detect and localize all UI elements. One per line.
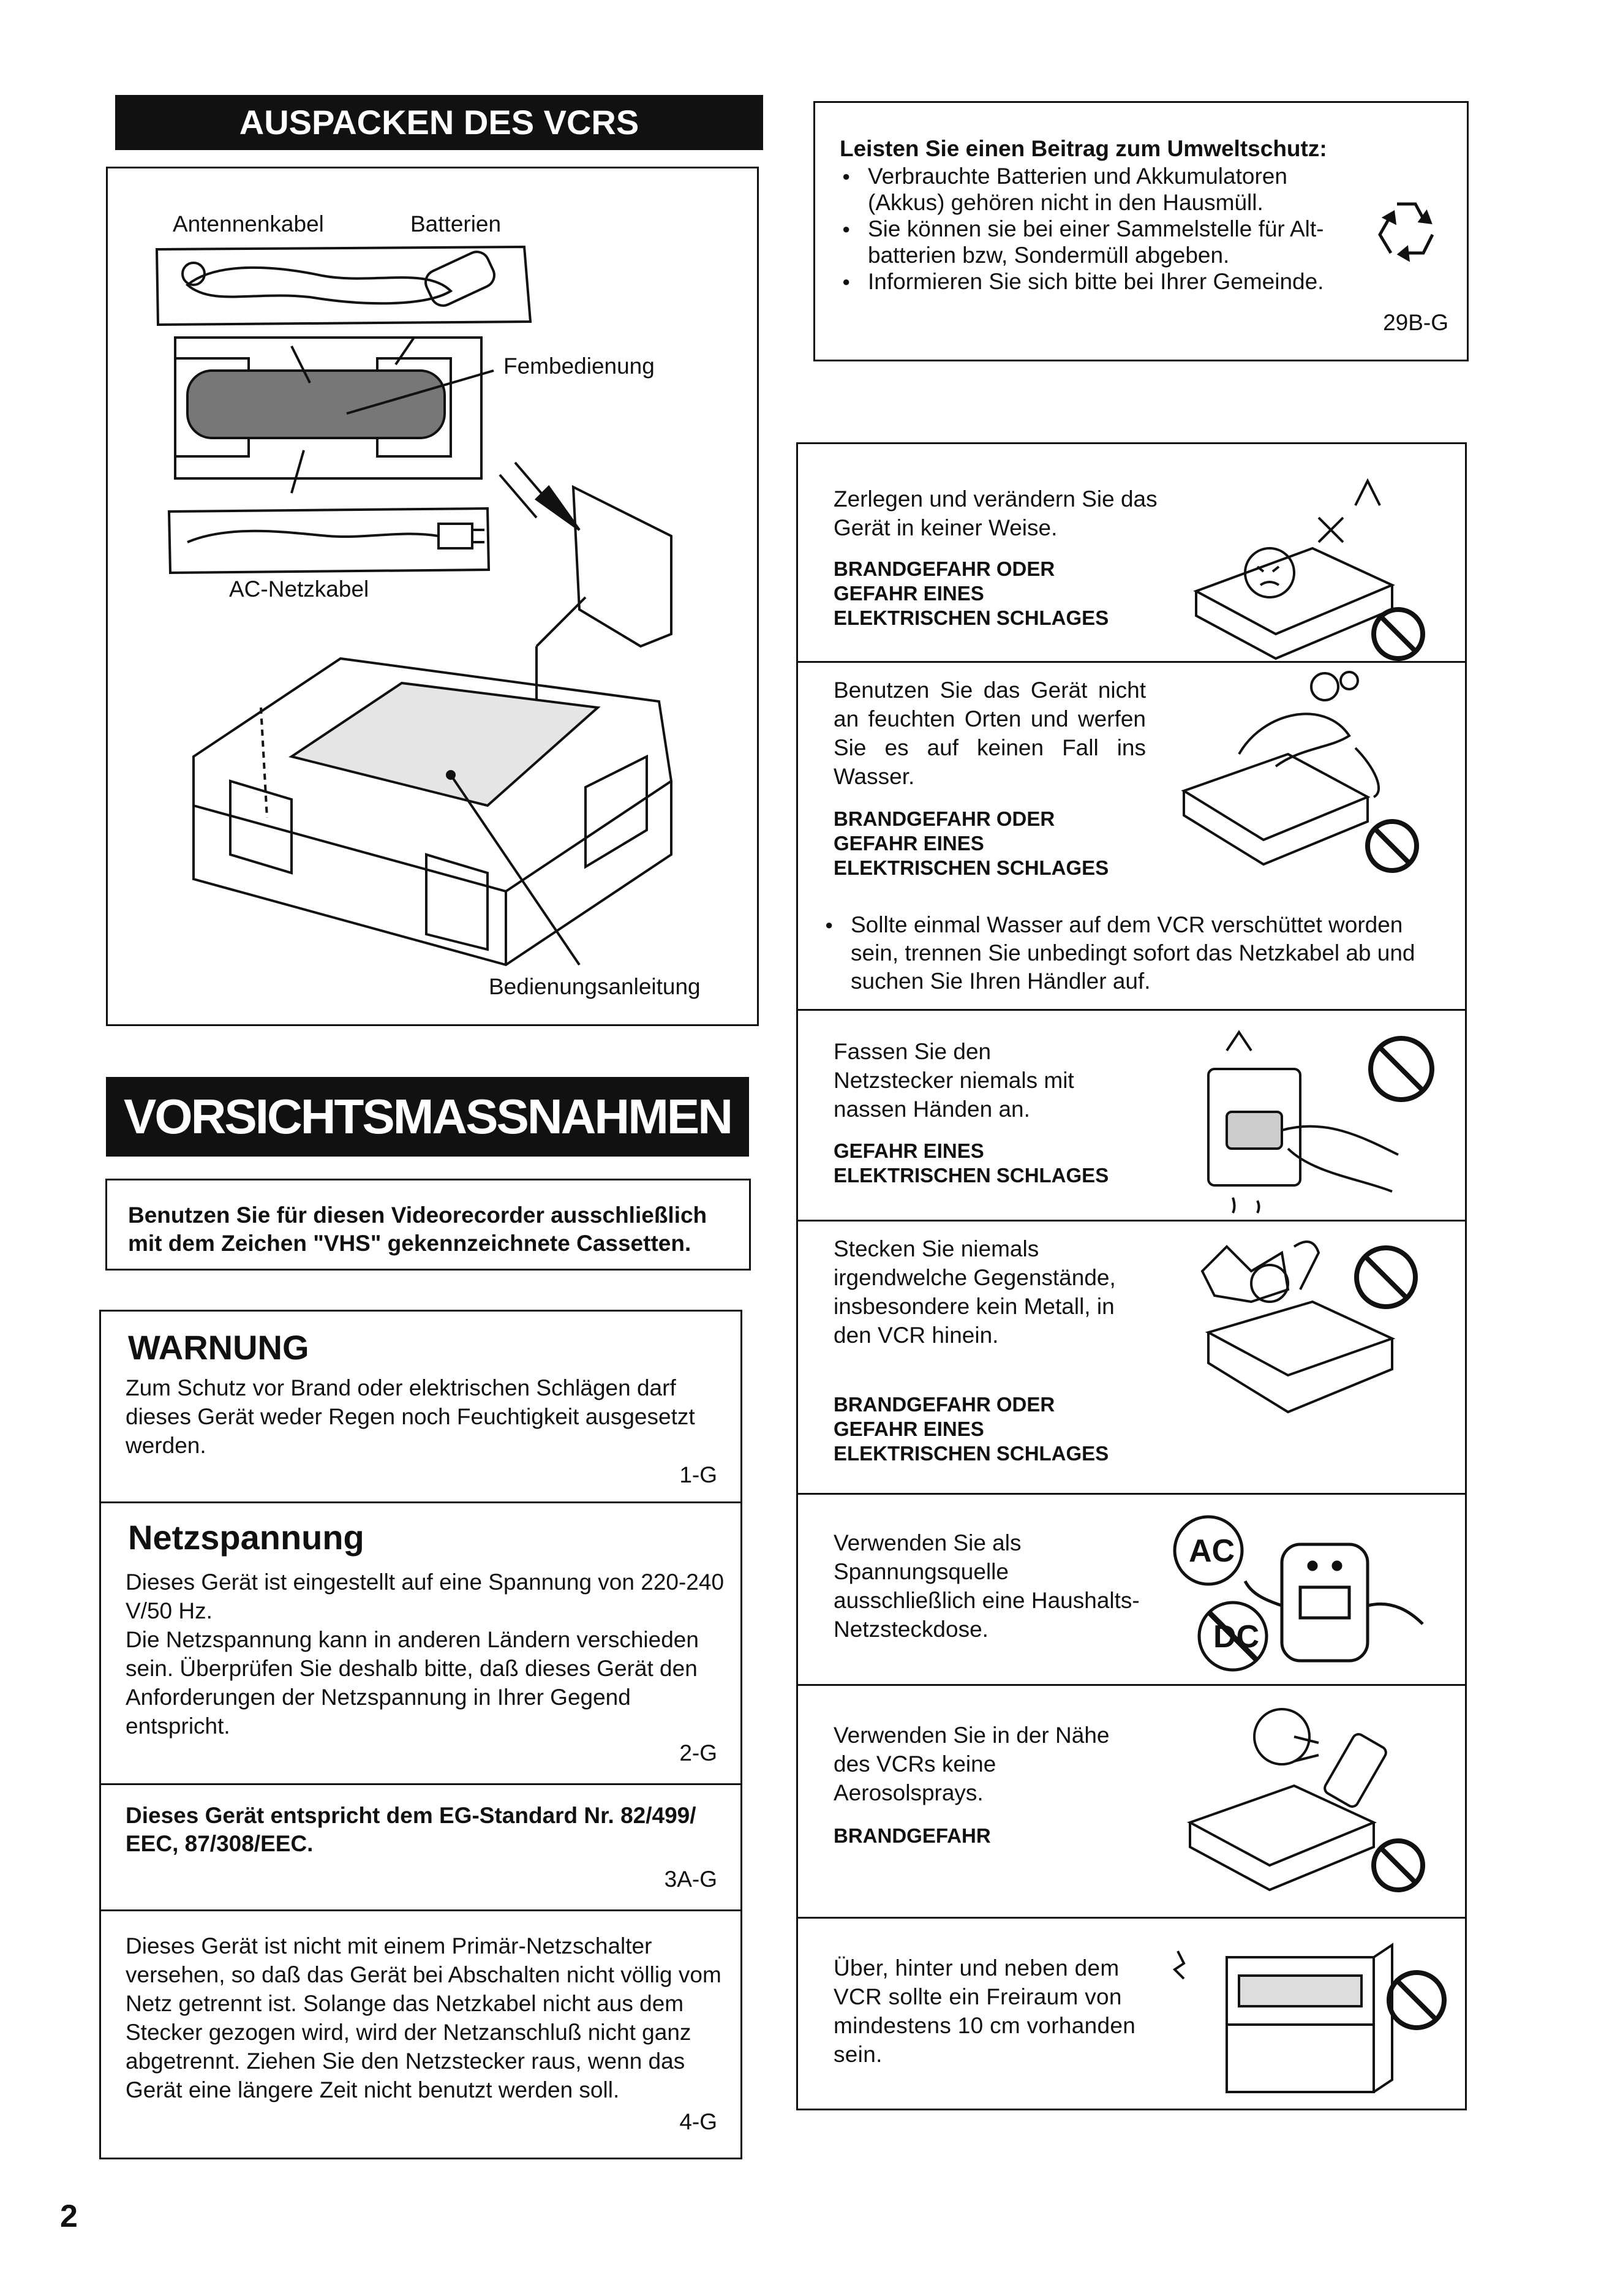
ac-cable-label: AC-Netzkabel <box>229 576 369 602</box>
remote-control-label: Fembedienung <box>503 353 655 379</box>
list-item: ● Verbrauchte Batterien und Akkumulatoren (Akkus) gehören nicht in den Hausmüll. <box>840 163 1354 216</box>
ac-label: AC <box>1189 1533 1235 1569</box>
divider <box>798 661 1465 663</box>
divider <box>798 1917 1465 1919</box>
aerosol-warning-icon <box>1153 1700 1423 1896</box>
list-item: ● Sollte einmal Wasser auf dem VCR verschüttet worden sein, trennen Sie unbedingt sofort das Netzkabel ab und suchen Sie Ihren Händler auf. <box>823 911 1441 995</box>
safety-4-text: Stecken Sie niemals irgendwelche Gegenstände, insbesondere kein Metall, in den VCR hinein. <box>834 1236 1116 1348</box>
prohibition-icon <box>1374 1841 1423 1890</box>
precautions-header: VORSICHTSMASSNAHMEN <box>106 1077 749 1157</box>
safety-6-hazard: BRANDGEFAHR <box>834 1824 991 1847</box>
power-source-icon <box>1165 1508 1435 1704</box>
unpacking-illustration <box>108 168 761 1028</box>
safety-1-text: Zerlegen und verändern Sie das Gerät in keiner Weise. <box>834 486 1158 540</box>
prohibition-icon <box>1371 1038 1432 1100</box>
foreign-object-warning-icon <box>1178 1234 1435 1430</box>
batteries-label: Batterien <box>410 211 502 236</box>
list-item: ● Sie können sie bei einer Sammelstelle für Alt-batterien bzw, Sondermüll abgeben. <box>840 216 1354 268</box>
prohibition-icon <box>1389 1973 1444 2028</box>
safety-6-text: Verwenden Sie in der Nähe des VCRs keine Aerosolsprays. <box>834 1723 1110 1805</box>
warning-code: 1-G <box>679 1462 717 1487</box>
wet-hands-warning-icon <box>1190 1032 1435 1216</box>
divider <box>798 1684 1465 1686</box>
environment-box <box>813 101 1469 361</box>
divider <box>798 1220 1465 1222</box>
safety-2-note <box>823 911 1441 995</box>
divider <box>798 1493 1465 1495</box>
page-number: 2 <box>60 2199 78 2234</box>
divider <box>101 1783 740 1785</box>
safety-5-text: Verwenden Sie als Spannungsquelle ausschließlich eine Haushalts-Netzsteckdose. <box>834 1530 1140 1642</box>
ec-standard-code: 3A-G <box>664 1867 717 1892</box>
voltage-code: 2-G <box>679 1740 717 1765</box>
safety-3-text: Fassen Sie den Netzstecker niemals mit nassen Händen an. <box>834 1039 1074 1122</box>
voltage-text-1: Dieses Gerät ist eingestellt auf eine Spannung von 220-240 V/50 Hz. <box>126 1569 725 1623</box>
ventilation-clearance-icon <box>1141 1939 1423 2098</box>
safety-7-text: Über, hinter und neben dem VCR sollte ein Freiraum von mindestens 10 cm vorhanden sein. <box>834 1955 1136 2067</box>
safety-3-hazard: GEFAHR EINES ELEKTRISCHEN SCHLAGES <box>834 1139 1109 1187</box>
safety-notes-box <box>99 1310 742 2159</box>
divider <box>798 1009 1465 1011</box>
safety-2-hazard: BRANDGEFAHR ODER GEFAHR EINES ELEKTRISCHEN SCHLAGES <box>834 807 1109 879</box>
dc-label: DC <box>1213 1619 1260 1655</box>
environment-code: 29B-G <box>1383 310 1448 335</box>
ec-standard-text: Dieses Gerät entspricht dem EG-Standard Nr. 82/499/ EEC, 87/308/EEC. <box>126 1803 696 1856</box>
safety-4-hazard: BRANDGEFAHR ODER GEFAHR EINES ELEKTRISCHEN SCHLAGES <box>834 1393 1109 1465</box>
unpacking-figure <box>106 167 759 1026</box>
warning-title: WARNUNG <box>128 1328 309 1367</box>
power-switch-text: Dieses Gerät ist nicht mit einem Primär-Netzschalter versehen, so daß das Gerät bei Abschalten nicht völlig vom Netz getrennt ist. Solange das Netzkabel nicht aus dem Stecker gezogen wird, wird der Netzanschluß nicht ganz abgetrennt. Ziehen Sie den Netzstecker raus, wenn das Gerät eine längere Zeit nicht benutzt werden soll. <box>126 1933 721 2102</box>
manual-label: Bedienungsanleitung <box>489 974 701 999</box>
prohibition-icon <box>1374 610 1423 659</box>
prohibition-icon <box>1368 821 1417 870</box>
voltage-title: Netzspannung <box>128 1518 364 1557</box>
antenna-cable-label: Antennenkabel <box>173 211 324 236</box>
environment-list <box>840 163 1354 295</box>
voltage-text-2: Die Netzspannung kann in anderen Ländern verschieden sein. Überprüfen Sie deshalb bitte, daß dieses Gerät den Anforderungen der Netzspannung in Ihrer Gegend entspricht. <box>126 1627 699 1739</box>
vhs-note-text: Benutzen Sie für diesen Videorecorder ausschließlich mit dem Zeichen "VHS" gekennzeichnete Cassetten. <box>128 1203 707 1256</box>
power-switch-code: 4-G <box>679 2109 717 2134</box>
divider <box>101 1501 740 1503</box>
prohibition-icon <box>1357 1248 1415 1307</box>
divider <box>101 1909 740 1911</box>
disassembly-warning-icon <box>1159 469 1429 652</box>
safety-list-box <box>796 442 1467 2110</box>
water-warning-icon <box>1165 674 1423 870</box>
vhs-note-box <box>105 1179 751 1271</box>
safety-2-text: Benutzen Sie das Gerät nicht an feuchten Orten und werfen Sie es auf keinen Fall ins Wasser. <box>834 678 1146 789</box>
unpacking-header: AUSPACKEN DES VCRS <box>115 95 763 150</box>
safety-1-hazard: BRANDGEFAHR ODER GEFAHR EINES ELEKTRISCHEN SCHLAGES <box>834 557 1109 629</box>
list-item: ● Informieren Sie sich bitte bei Ihrer Gemeinde. <box>840 268 1354 295</box>
environment-title: Leisten Sie einen Beitrag zum Umweltschutz: <box>840 136 1327 161</box>
recycle-icon <box>1366 192 1446 271</box>
warning-text: Zum Schutz vor Brand oder elektrischen Schlägen darf dieses Gerät weder Regen noch Feuchtigkeit ausgesetzt werden. <box>126 1375 695 1458</box>
